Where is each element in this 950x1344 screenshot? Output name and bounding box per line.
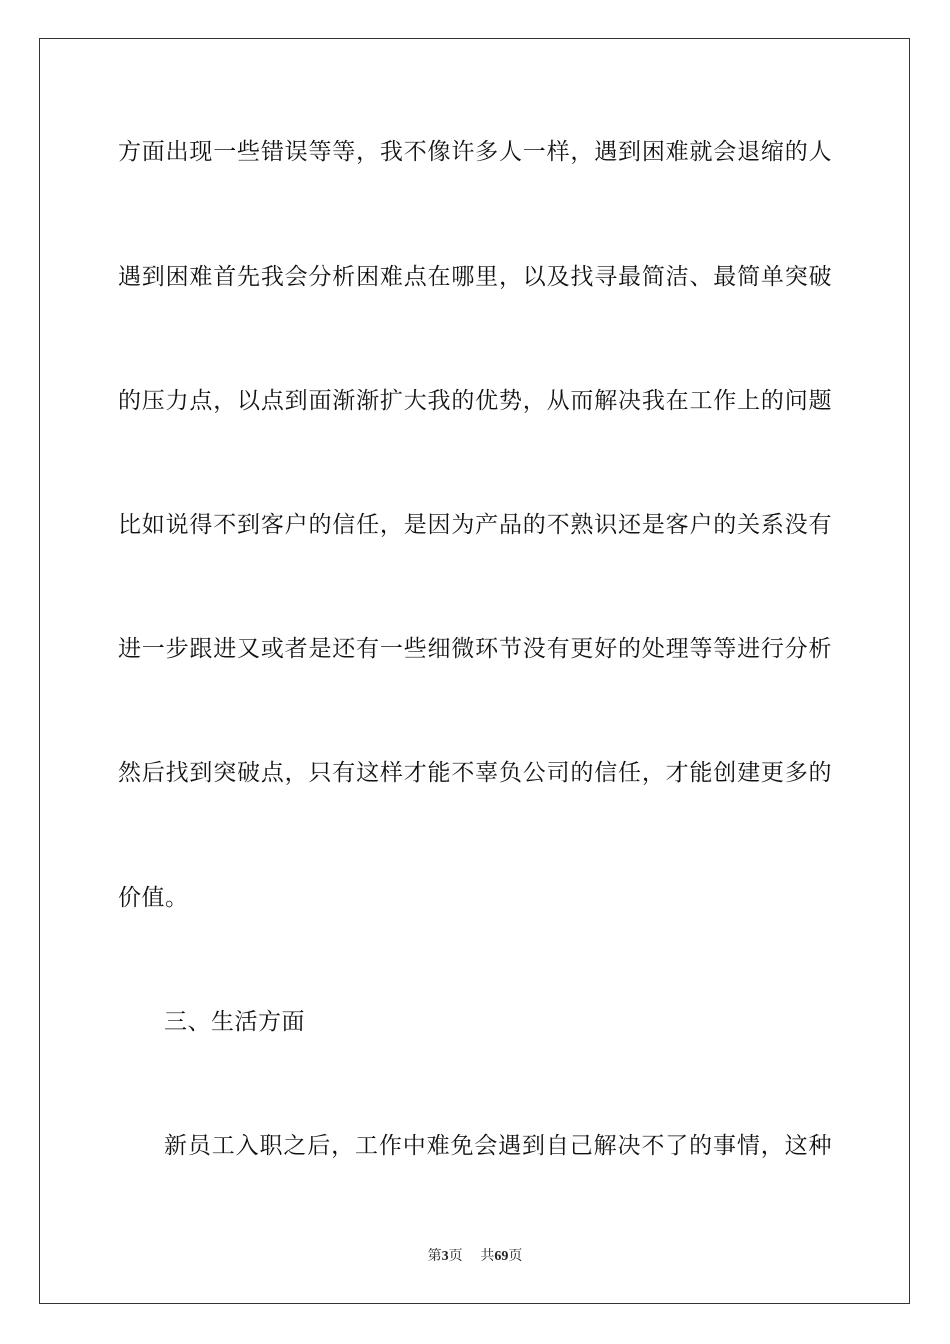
page-border <box>39 38 910 1304</box>
body-line-3: 的压力点，以点到面渐渐扩大我的优势，从而解决我在工作上的问题 <box>118 388 832 414</box>
page-number: 3 <box>441 1249 449 1264</box>
page-footer <box>0 1247 950 1266</box>
paragraph-start: 新员工入职之后，工作中难免会遇到自己解决不了的事情，这种 <box>164 1133 832 1159</box>
body-line-6: 然后找到突破点，只有这样才能不辜负公司的信任，才能创建更多的 <box>118 760 832 786</box>
body-line-2: 遇到困难首先我会分析困难点在哪里，以及找寻最简洁、最简单突破 <box>118 264 832 290</box>
body-line-7: 价值。 <box>118 885 189 911</box>
page-prefix: 第 <box>427 1248 442 1264</box>
total-suffix: 页 <box>508 1248 523 1264</box>
total-pages: 69 <box>494 1249 509 1264</box>
body-line-1: 方面出现一些错误等等，我不像许多人一样，遇到困难就会退缩的人 <box>118 139 832 165</box>
page-suffix: 页 <box>448 1248 463 1264</box>
body-line-4: 比如说得不到客户的信任，是因为产品的不熟识还是客户的关系没有 <box>118 512 832 538</box>
section-heading: 三、生活方面 <box>164 1009 305 1035</box>
total-prefix: 共 <box>480 1248 495 1264</box>
body-line-5: 进一步跟进又或者是还有一些细微环节没有更好的处理等等进行分析 <box>118 636 832 662</box>
